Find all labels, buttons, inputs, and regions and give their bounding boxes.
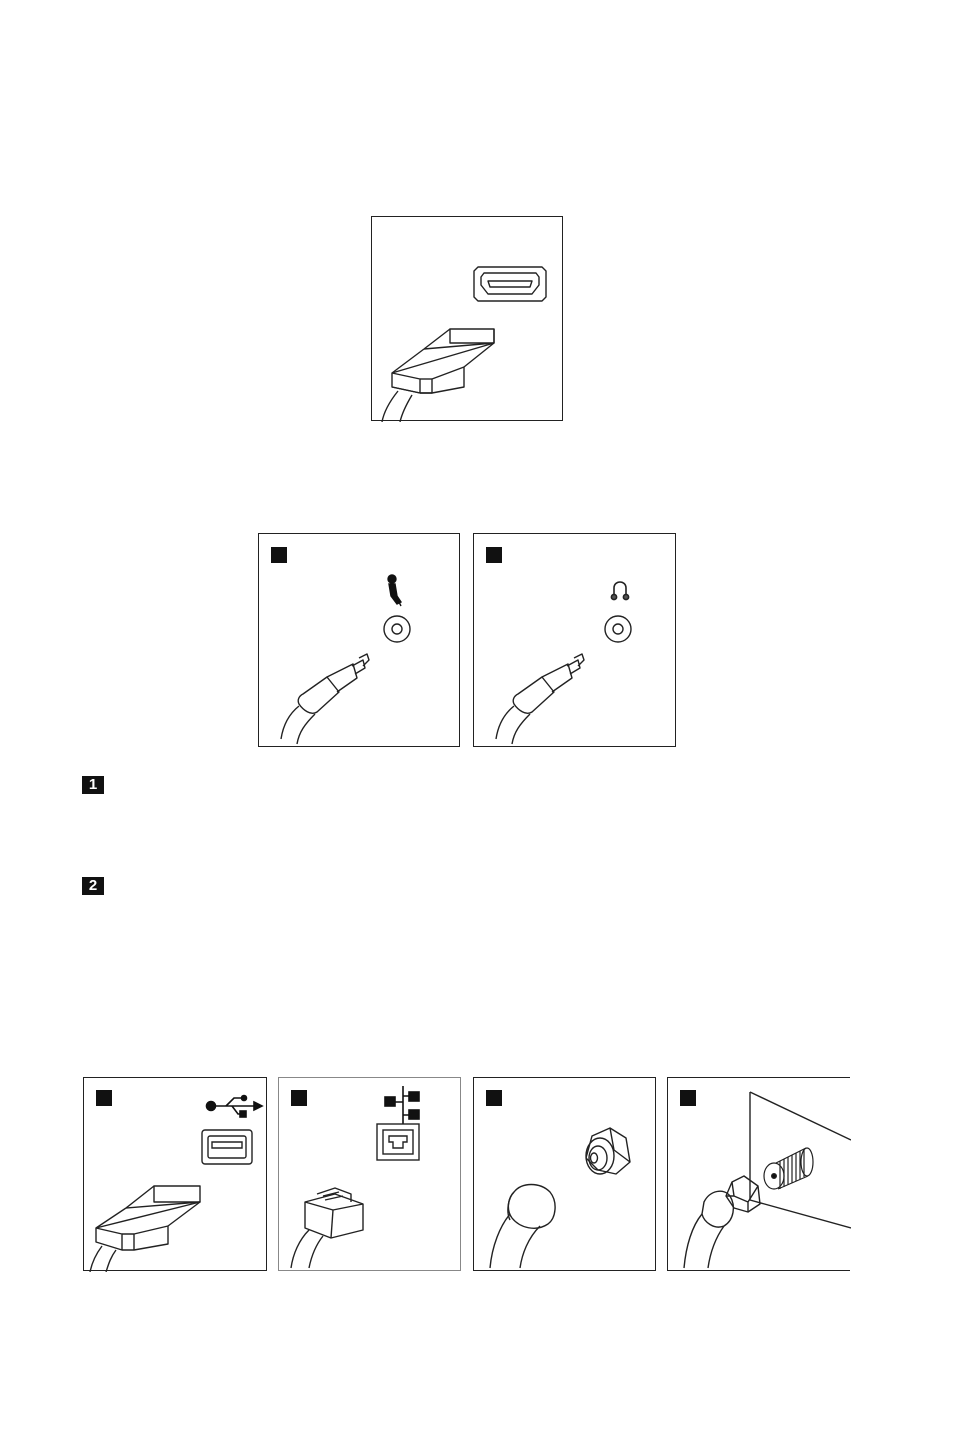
callout-2: 2 — [82, 877, 104, 895]
headphone-icon — [611, 582, 628, 600]
satellite-coax-figure — [667, 1077, 850, 1271]
satellite-coax-icon — [764, 1148, 813, 1189]
hdmi-plug-icon — [382, 329, 494, 422]
antenna-coax-illustration — [474, 1078, 657, 1272]
satellite-coax-illustration — [668, 1078, 851, 1272]
antenna-coax-icon — [586, 1128, 630, 1174]
usb-illustration — [84, 1078, 268, 1272]
headphone-illustration — [474, 534, 677, 748]
headphone-figure — [473, 533, 676, 747]
microphone-illustration — [259, 534, 461, 748]
coax-plug-icon — [490, 1185, 555, 1269]
hdmi-figure — [371, 216, 563, 421]
microphone-figure — [258, 533, 460, 747]
hdmi-illustration — [372, 217, 564, 422]
ethernet-plug-icon — [291, 1188, 363, 1268]
callout-1: 1 — [82, 776, 104, 794]
usb-port-icon — [202, 1130, 252, 1164]
hdmi-port-icon — [474, 267, 546, 301]
audio-plug-icon — [496, 654, 584, 744]
usb-icon — [207, 1096, 263, 1118]
ethernet-icon — [385, 1086, 419, 1124]
headphone-jack-icon — [605, 616, 631, 642]
microphone-icon — [388, 575, 401, 606]
f-connector-plug-icon — [684, 1176, 760, 1268]
ethernet-port-icon — [377, 1124, 419, 1160]
ethernet-illustration — [279, 1078, 462, 1272]
audio-plug-icon — [281, 654, 369, 744]
ethernet-figure — [278, 1077, 461, 1271]
usb-plug-icon — [90, 1186, 200, 1272]
microphone-jack-icon — [384, 616, 410, 642]
usb-figure — [83, 1077, 267, 1271]
antenna-coax-figure — [473, 1077, 656, 1271]
